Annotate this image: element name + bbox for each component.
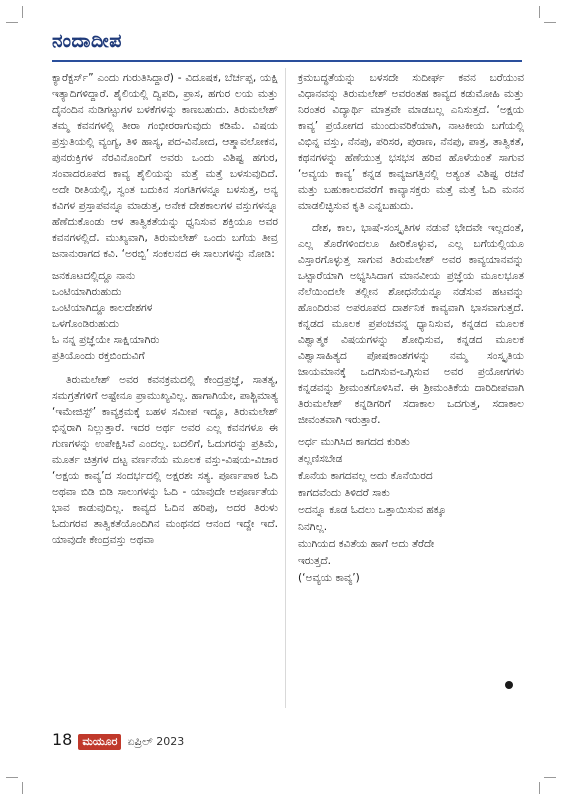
poem-line: ಓ ನನ್ನ ಪ್ರಜ್ಞೆಯೇ ಸಾಕ್ಷಿಯಾಗಿರು: [52, 334, 160, 346]
poem-line: ಅದನ್ನೂ ಕೂಡ ಓದಲು ಒತ್ತಾಯಿಸುವ ಹಕ್ಕೂ: [298, 504, 447, 516]
poem-line: ಒಂಟಿಯಾಗಿದ್ದೂ ಕಾಲದೇಶಗಳ: [52, 302, 153, 314]
poem-source: (‘ಅವ್ಯಯ ಕಾವ್ಯ’): [298, 572, 360, 584]
poem-line: ತಲ್ಲಣಿಸಬೇಡ: [298, 453, 343, 465]
crop-mark: [539, 782, 540, 794]
page-footer: [52, 730, 184, 750]
issue-date: ಏಪ್ರಿಲ್ 2023: [127, 735, 185, 748]
poem-line: ಇರುತ್ತದೆ.: [298, 555, 332, 567]
poem-line: ಕೊನೆಯ ಕಾಗದವಲ್ಲ ಅದು ಕೊನೆಯಿರದ: [298, 470, 433, 482]
crop-mark: [22, 6, 23, 18]
crop-mark: [544, 22, 556, 23]
left-column: [52, 70, 278, 554]
magazine-logo: ಮಯೂರ: [78, 734, 121, 750]
section-header: [52, 30, 522, 64]
body-paragraph: ದೇಶ, ಕಾಲ, ಭಾಷೆ-ಸಂಸ್ಕೃತಿಗಳ ನಡುವೆ ಭೇದವೇ ಇಲ್ಲದಂತೆ, ಎಲ್ಲ ತೊರೆಗಳಿಂದಲೂ ಹೀರಿಕೊಳ್ಳುವ, ಎಲ್ಲ ಬಗೆಯಲ್ಲಿಯೂ ವಿಸ್ತಾರಗೊಳ್ಳುತ್ತ ಸಾಗುವ ತಿರುಮಲೇಶ್ ಅವರ ಕಾವ್ಯಯಾನವನ್ನು ಒಟ್ಟಾರೆಯಾಗಿ ಅಭ್ಯಸಿಸಿದಾಗ ಮಾನವೀಯ ಪ್ರಜ್ಞೆಯ ಮೂಲಭೂತ ನೆಲೆಯಿಂದಲೇ ತಲ್ಲೀನ ಶೋಧನೆಯನ್ನೂ ನಡೆಸುವ ಹಟವನ್ನು ಹೊಂದಿರುವ ಅಪರೂಪದ ದಾರ್ಶನಿಕ ಕಾವ್ಯವಾಗಿ ಭಾಸವಾಗುತ್ತದೆ. ಕನ್ನಡದ ಮೂಲಕ ಪ್ರಪಂಚವನ್ನ ಧ್ಯಾನಿಸುವ, ಕನ್ನಡದ ಮೂಲಕ ವಿಶ್ವಾತ್ಮಕ ವಿಷಯಗಳನ್ನು ಶೋಧಿಸುವ, ಕನ್ನಡದ ಮೂಲಕ ವಿಶ್ವಾಸಾಹಿತ್ಯದ ಪೋಷಕಾಂಶಗಳನ್ನು ನಮ್ಮ ಸಂಸ್ಕೃತಿಯ ಜಾಯಮಾನಕ್ಕೆ ಒದಗಿಸುವ-ಒಗ್ಗಿಸುವ ಅವರ ಪ್ರಯೋಗಗಳು ಕನ್ನಡವನ್ನು ಶ್ರೀಮಂತಗೊಳಿಸಿವೆ. ಈ ಶ್ರೀಮಂತಿಕೆಯ ದಾರಿದೀಪವಾಗಿ ತಿರುಮಲೇಶ್ ಕನ್ನಡಿಗರಿಗೆ ಸದಾಕಾಲ ಒದಗುತ್ತ, ಸದಾಕಾಲ ಜೀವಂತವಾಗಿ ಇರುತ್ತಾರೆ.: [298, 222, 524, 426]
poem-line: ಮುಗಿಯದ ಕವಿತೆಯ ಹಾಗೆ ಅದು ತೆರೆದೇ: [298, 538, 435, 550]
body-paragraph: ತಿರುಮಲೇಶ್ ಅವರ ಕವನಕ್ರಮದಲ್ಲಿ ಕೇಂದ್ರಪ್ರಜ್ಞೆ, ಸಾತತ್ಯ, ಸಮಗ್ರತೆಗಳಿಗೆ ಅಷ್ಟೇನೂ ಪ್ರಾಮುಖ್ಯವಿಲ್ಲ. ಹಾಗಾಗಿಯೇ, ಪಾಶ್ಚಿಮಾತ್ಯ ‘ಇಮೇಜಿಸ್ಟ್’ ಕಾವ್ಯಕ್ರಮಕ್ಕೆ ಬಹಳ ಸಮೀಪ ಇದ್ದೂ, ತಿರುಮಲೇಶ್ ಭಿನ್ನರಾಗಿ ನಿಲ್ಲುತ್ತಾರೆ. ಇದರ ಅರ್ಥ ಅವರ ಎಲ್ಲ ಕವನಗಳೂ ಈ ಗುಣಗಳನ್ನು ಉಪೇಕ್ಷಿಸಿವೆ ಎಂದಲ್ಲ. ಬದಲಿಗೆ, ಓದುಗರನ್ನು ಪ್ರತಿಮೆ, ಮೂರ್ತ ಚಿತ್ರಗಳ ದಟ್ಟ ವರ್ಣನೆಯ ಮೂಲಕ ವಸ್ತು-ವಿಷಯ-ವಿಚಾರ ‘ಅಕ್ಷಯ ಕಾವ್ಯ’ದ ಸಂದರ್ಭದಲ್ಲಿ ಅಕ್ಷರಶಃ ಸತ್ಯ. ಪೂರ್ಣಪಾಠ ಓದಿ ಅಥವಾ ಬಿಡಿ ಬಿಡಿ ಸಾಲುಗಳನ್ನು ಓದಿ - ಯಾವುದೇ ಅಪೂರ್ಣತೆಯ ಭಾವ ಕಾಡುವುದಿಲ್ಲ. ಕಾವ್ಯದ ಓದಿನ ಹರಿಪು, ಅದರ ತಿರುಳು ಓದುಗರವ ತಾತ್ವಿಕತೆಯೊಂದಿಗಿನ ಮಂಥನದ ಆನಂದ ಇದ್ದೇ ಇದೆ. ಯಾವುದೇ ಕೇಂದ್ರವಸ್ತು ಅಥವಾ: [52, 374, 278, 546]
crop-mark: [6, 777, 18, 778]
end-of-article-mark: [505, 681, 513, 689]
page-number: 18: [52, 730, 73, 749]
crop-mark: [6, 22, 18, 23]
poem-line: ಅರ್ಧ ಮುಗಿಸಿದ ಕಾಗದದ ಕುರಿತು: [298, 436, 410, 448]
poem-quote: [298, 434, 524, 587]
crop-mark: [22, 782, 23, 794]
poem-line: ಒಂಟಿಯಾಗಿರುಹುದು: [52, 286, 122, 298]
poem-line: ಕಾಗದವೆಂದು ತಿಳಿದರೆ ಸಾಕು: [298, 487, 390, 499]
section-title: ನಂದಾದೀಪ: [52, 30, 122, 52]
poem-quote: [52, 268, 278, 364]
body-paragraph: ಕ್ಯಾರೆಕ್ಟರ್ಸ್” ಎಂದು ಗುರುತಿಸಿದ್ದಾರೆ) - ವಿದೂಷಕ, ಬೆರ್ಚಪ್ಪ, ಯಕ್ಷಿ ಇತ್ಯಾದಿಗಳಿದ್ದಾರೆ. ಶೈಲಿಯಲ್ಲಿ ದ್ವಿಪದಿ, ಪ್ರಾಸ, ಹಗುರ ಲಯ ಮತ್ತು ದೈನಂದಿನ ನುಡಿಗಟ್ಟುಗಳ ಬಳಕೆಗಳನ್ನು ಕಾಣಬಹುದು. ತಿರುಮಲೇಶ್ ತಮ್ಮ ಕವನಗಳಲ್ಲಿ ತೀರಾ ಗಂಭೀರರಾಗುವುದು ಕಡಿಮೆ. ವಿಷಯ ಪ್ರಸ್ತುತಿಯಲ್ಲಿ ವ್ಯಂಗ್ಯ, ತಿಳಿ ಹಾಸ್ಯ, ಪದ-ವಿನೋದ, ಆತ್ಮಾವಲೋಕನ, ಪುನರುಕ್ತಿಗಳ ನೆರವಿನೊಂದಿಗೆ ಅವರು ಒಂದು ವಿಶಿಷ್ಟ ಹಗುರ, ಸಂವಾದರೂಪದ ಕಾವ್ಯ ಶೈಲಿಯನ್ನು ಮತ್ತೆ ಮತ್ತೆ ಬಳಸುವುದಿದೆ. ಅದೇ ರೀತಿಯಲ್ಲಿ, ಸ್ವಂತ ಬದುಕಿನ ಸಂಗತಿಗಳನ್ನೂ ಬಳಸುತ್ತ, ಅನ್ಯ ಕವಿಗಳ ಪ್ರಸ್ತಾಪವನ್ನೂ ಮಾಡುತ್ತ, ಅನೇಕ ದೇಶಕಾಲಗಳ ವಸ್ತುಗಳನ್ನೂ ಹೆಣೆದುಕೊಂಡು ಆಳ ತಾತ್ವಿಕತೆಯನ್ನು ಧ್ವನಿಸುವ ಶಕ್ತಿಯೂ ಅವರ ಕವನಗಳಲ್ಲಿದೆ. ಮುಖ್ಯವಾಗಿ, ತಿರುಮಲೇಶ್ ಒಂದು ಬಗೆಯ ತೀವ್ರ ಜನಾನುರಾಗದ ಕವಿ. ‘ಅರಬ್ಬಿ’ ಸಂಕಲನದ ಈ ಸಾಲುಗಳನ್ನು ನೋಡಿ:: [52, 72, 278, 260]
crop-mark: [539, 6, 540, 18]
poem-line: ಪ್ರತಿಯೊಂದು ರಕ್ತಬಿಂದುವಿಗೆ: [52, 350, 145, 362]
column-divider: [285, 68, 286, 708]
poem-line: ಜನಕೂಟದಲ್ಲಿದ್ದೂ ನಾನು: [52, 270, 136, 282]
right-column: [298, 70, 524, 593]
crop-mark: [544, 777, 556, 778]
poem-line: ಒಳಗೊಂಡಿರುಹುದು: [52, 318, 120, 330]
poem-line: ನಿನಗಿಲ್ಲ.: [298, 521, 328, 533]
header-rule: [52, 60, 522, 62]
body-paragraph: ಕ್ರಮಬದ್ಧತೆಯನ್ನು ಬಳಸದೇ ಸುದೀರ್ಘ ಕವನ ಬರೆಯುವ ವಿಧಾನವನ್ನು ತಿರುಮಲೇಶ್ ಅವರಂತಹ ಕಾವ್ಯದ ಕಡುಮೋಹಿ ಮತ್ತು ನಿರಂತರ ವಿದ್ಯಾರ್ಥಿ ಮಾತ್ರವೇ ಮಾಡಬಲ್ಲ ಎನಿಸುತ್ತದೆ. ‘ಅಕ್ಷಯ ಕಾವ್ಯ’ ಪ್ರಯೋಗದ ಮುಂದುವರಿಕೆಯಾಗಿ, ನಾಟಕೀಯ ಬಗೆಯಲ್ಲಿ ವಿಭಿನ್ನ ವಸ್ತು, ನೆನಪು, ಪರಿಸರ, ಪುರಾಣ, ನೆನಪು, ಪಾತ್ರ, ತಾತ್ವಿಕತೆ, ಕಥನಗಳನ್ನು ಹೆಣೆಯುತ್ತ ಭಸಭಸ ಹರಿವ ಹೊಳೆಯಂತೆ ಸಾಗುವ ‘ಅವ್ಯಯ ಕಾವ್ಯ’ ಕನ್ನಡ ಕಾವ್ಯಜಗತ್ತಿನಲ್ಲಿ ಅತ್ಯಂತ ವಿಶಿಷ್ಟ ರಚನೆ ಮತ್ತು ಬಹುಕಾಲದವರೆಗೆ ಕಾವ್ಯಾಸಕ್ತರು ಮತ್ತೆ ಮತ್ತೆ ಓದಿ ಮನನ ಮಾಡಲಿಚ್ಛಿಸುವ ಕೃತಿ ಎನ್ನಬಹುದು.: [298, 72, 524, 212]
